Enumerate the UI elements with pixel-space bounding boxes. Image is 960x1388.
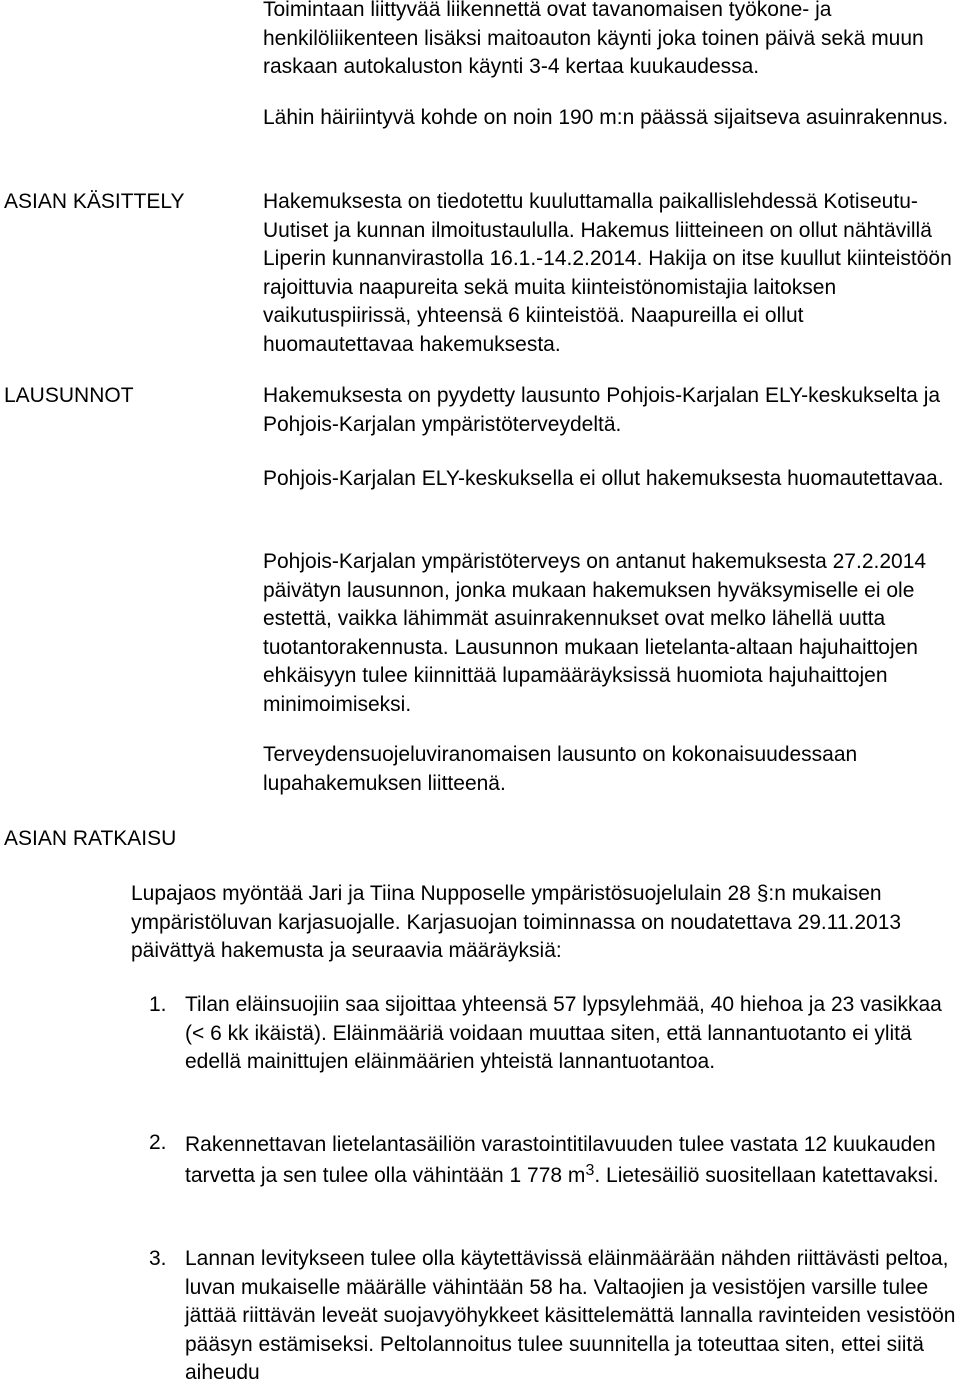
condition-number: 1. [149, 993, 167, 1016]
superscript-cubic: 3 [585, 1162, 595, 1179]
paragraph-tiedotus: Hakemuksesta on tiedotettu kuuluttamalla paikallislehdessä Kotiseutu-Uutiset ja kunnan ilmoitustaululla. Hakemus liitteineen on ollut nähtävillä Liperin kunnanvirastolla 16.1.-14.2.2014. Hakija on itse kuullut kiinteistöön rajoittuvia naapureita sekä muita kiinteistönomistajia laitoksen vaikutuspiirissä, yhteensä 6 kiinteistöä. Naapureilla ei ollut huomautettavaa hakemuksesta. [263, 190, 952, 356]
condition-number: 3. [149, 1247, 167, 1270]
condition-text-after: . Lietesäiliö suositellaan katettavaksi. [594, 1164, 939, 1187]
paragraph-lausuntopyynto: Hakemuksesta on pyydetty lausunto Pohjois-Karjalan ELY-keskukselta ja Pohjois-Karjalan ympäristöterveydeltä. [263, 384, 941, 436]
paragraph-liikenne: Toimintaan liittyvää liikennettä ovat tavanomaisen työkone- ja henkilöliikenteen lisäksi maitoauton käynti joka toinen päivä sekä muun raskaan autokaluston käynti 3-4 kertaa kuukaudessa. [263, 0, 924, 78]
paragraph-ymparistoterveys: Pohjois-Karjalan ympäristöterveys on antanut hakemuksesta 27.2.2014 päivätyn lausunnon, jonka mukaan hakemuksen hyväksymiselle ei ole estettä, vaikka lähimmät asuinrakennukset ovat melko lähellä uutta tuotantorakennusta. Lausunnon mukaan lietelanta-altaan hajuhaittojen ehkäisyyn tulee kiinnittää lupamääräyksissä huomiota hajuhaittojen minimoimiseksi. [263, 550, 927, 716]
heading-lausunnot: LAUSUNNOT [4, 384, 134, 407]
heading-asian-kasittely: ASIAN KÄSITTELY [4, 190, 185, 213]
heading-asian-ratkaisu: ASIAN RATKAISU [4, 827, 177, 850]
condition-text: Lannan levitykseen tulee olla käytettävissä eläinmäärään nähden riittävästi peltoa, luvan mukaiselle määrälle vähintään 58 ha. Valtaojien ja vesistöjen varsille tulee jättää riittävän leveät suojavyöhykkeet käsittelemättä lannalla ravinteiden vesistöön pääsyn estämiseksi. Peltolannoitus tulee suunnitella ja toteuttaa siten, ettei siitä aiheudu [185, 1247, 956, 1384]
condition-number: 2. [149, 1131, 167, 1154]
paragraph-ratkaisu: Lupajaos myöntää Jari ja Tiina Nupposelle ympäristösuojelulain 28 §:n mukaisen ympäristöluvan karjasuojalle. Karjasuojan toiminnassa on noudatettava 29.11.2013 päivättyä hakemusta ja seuraavia määräyksiä: [131, 882, 902, 962]
condition-text-before: Rakennettavan lietelantasäiliön varastointitilavuuden tulee vastata 12 kuukauden tarvetta ja sen tulee olla vähintään 1 778 m [185, 1133, 936, 1187]
paragraph-ely-keskus: Pohjois-Karjalan ELY-keskuksella ei ollut hakemuksesta huomautettavaa. [263, 467, 944, 490]
condition-text [185, 1129, 960, 1191]
paragraph-liitteena: Terveydensuojeluviranomaisen lausunto on kokonaisuudessaan lupahakemuksen liitteenä. [263, 743, 858, 795]
paragraph-hairiintyva-kohde: Lähin häiriintyvä kohde on noin 190 m:n päässä sijaitseva asuinrakennus. [263, 106, 949, 129]
condition-text: Tilan eläinsuojiin saa sijoittaa yhteensä 57 lypsylehmää, 40 hiehoa ja 23 vasikkaa (< 6 kk ikäistä). Eläinmääriä voidaan muuttaa siten, että lannantuotanto ei ylitä edellä mainittujen eläinmäärien yhteistä lannantuotantoa. [185, 993, 942, 1073]
